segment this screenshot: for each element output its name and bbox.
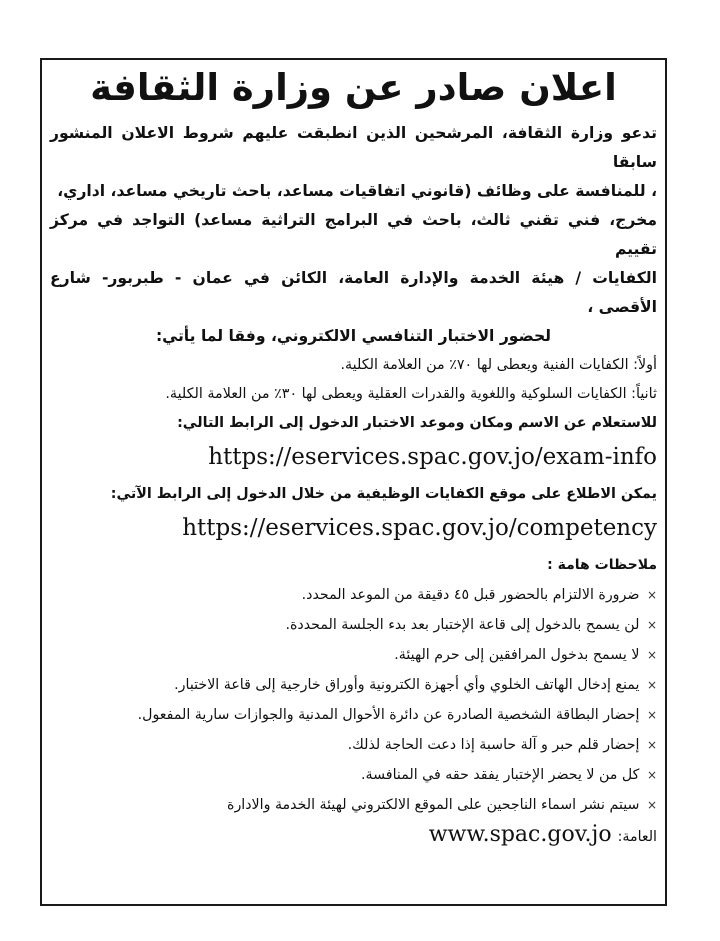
intro-line: ، للمنافسة على وظائف (قانوني اتفاقيات مساعد، باحث تاريخي مساعد، اداري،	[57, 182, 657, 200]
intro-line: مخرج، فني تقني ثالث، باحث في البرامج التراثية مساعد) التواجد في مركز تقييم	[50, 211, 657, 258]
second-criterion: ثانياً: الكفايات السلوكية واللغوية والقدرات العقلية ويعطى لها ٣٠٪ من العلامة الكلية.	[165, 386, 657, 402]
note-item	[50, 730, 657, 760]
note-text: إحضار قلم حبر و آلة حاسبة إذا دعت الحاجة لذلك.	[347, 737, 640, 753]
bullet-icon: ×	[646, 798, 657, 812]
note-continuation	[50, 820, 657, 852]
website-link[interactable]: www.spac.gov.jo	[428, 822, 612, 847]
note-text: لا يسمح بدخول المرافقين إلى حرم الهيئة.	[394, 647, 640, 663]
note-text: يمنع إدخال الهاتف الخلوي وأي أجهزة الكترونية وأوراق خارجية إلى قاعة الاختبار.	[174, 677, 640, 693]
bullet-icon: ×	[646, 738, 657, 752]
note-text: كل من لا يحضر الإختبار يفقد حقه في المنافسة.	[361, 767, 640, 783]
announcement-frame	[40, 58, 667, 906]
note-item	[50, 640, 657, 670]
bullet-icon: ×	[646, 618, 657, 632]
note-text: ضرورة الالتزام بالحضور قبل ٤٥ دقيقة من الموعد المحدد.	[301, 587, 640, 603]
intro-line: لحضور الاختبار التنافسي الالكتروني، وفقا لما يأتي:	[155, 327, 552, 345]
note-item	[50, 790, 657, 820]
note-text: سيتم نشر اسماء الناجحين على الموقع الالكتروني لهيئة الخدمة والادارة	[227, 797, 640, 813]
intro-line: الكفايات / هيئة الخدمة والإدارة العامة، الكائن في عمان - طبربور- شارع الأقصى ،	[50, 269, 657, 316]
notes-title: ملاحظات هامة :	[547, 557, 657, 573]
note-item	[50, 700, 657, 730]
note-text: إحضار البطاقة الشخصية الصادرة عن دائرة الأحوال المدنية والجوازات سارية المفعول.	[137, 707, 640, 723]
bullet-icon: ×	[646, 708, 657, 722]
inquiry-text: للاستعلام عن الاسم ومكان وموعد الاختبار الدخول إلى الرابط التالي:	[177, 415, 657, 431]
note-item	[50, 670, 657, 700]
bullet-icon: ×	[646, 678, 657, 692]
bullet-icon: ×	[646, 648, 657, 662]
exam-info-link[interactable]: https://eservices.spac.gov.jo/exam-info	[208, 444, 657, 470]
intro-line: تدعو وزارة الثقافة، المرشحين الذين انطبقت عليهم شروط الاعلان المنشور سابقا	[50, 124, 657, 171]
announcement-body	[42, 60, 665, 852]
competency-text: يمكن الاطلاع على موقع الكفايات الوظيفية من خلال الدخول إلى الرابط الآتي:	[110, 486, 657, 502]
bullet-icon: ×	[646, 768, 657, 782]
intro-paragraph	[50, 119, 657, 351]
bullet-icon: ×	[646, 588, 657, 602]
first-criterion: أولاً: الكفايات الفنية ويعطى لها ٧٠٪ من العلامة الكلية.	[340, 357, 657, 373]
note-item	[50, 760, 657, 790]
note-item	[50, 580, 657, 610]
note-text: لن يسمح بالدخول إلى قاعة الإختبار بعد بدء الجلسة المحددة.	[285, 617, 640, 633]
announcement-title: اعلان صادر عن وزارة الثقافة	[90, 66, 617, 109]
note-text: العامة:	[617, 829, 657, 845]
competency-link[interactable]: https://eservices.spac.gov.jo/competency	[182, 515, 657, 541]
note-item	[50, 610, 657, 640]
